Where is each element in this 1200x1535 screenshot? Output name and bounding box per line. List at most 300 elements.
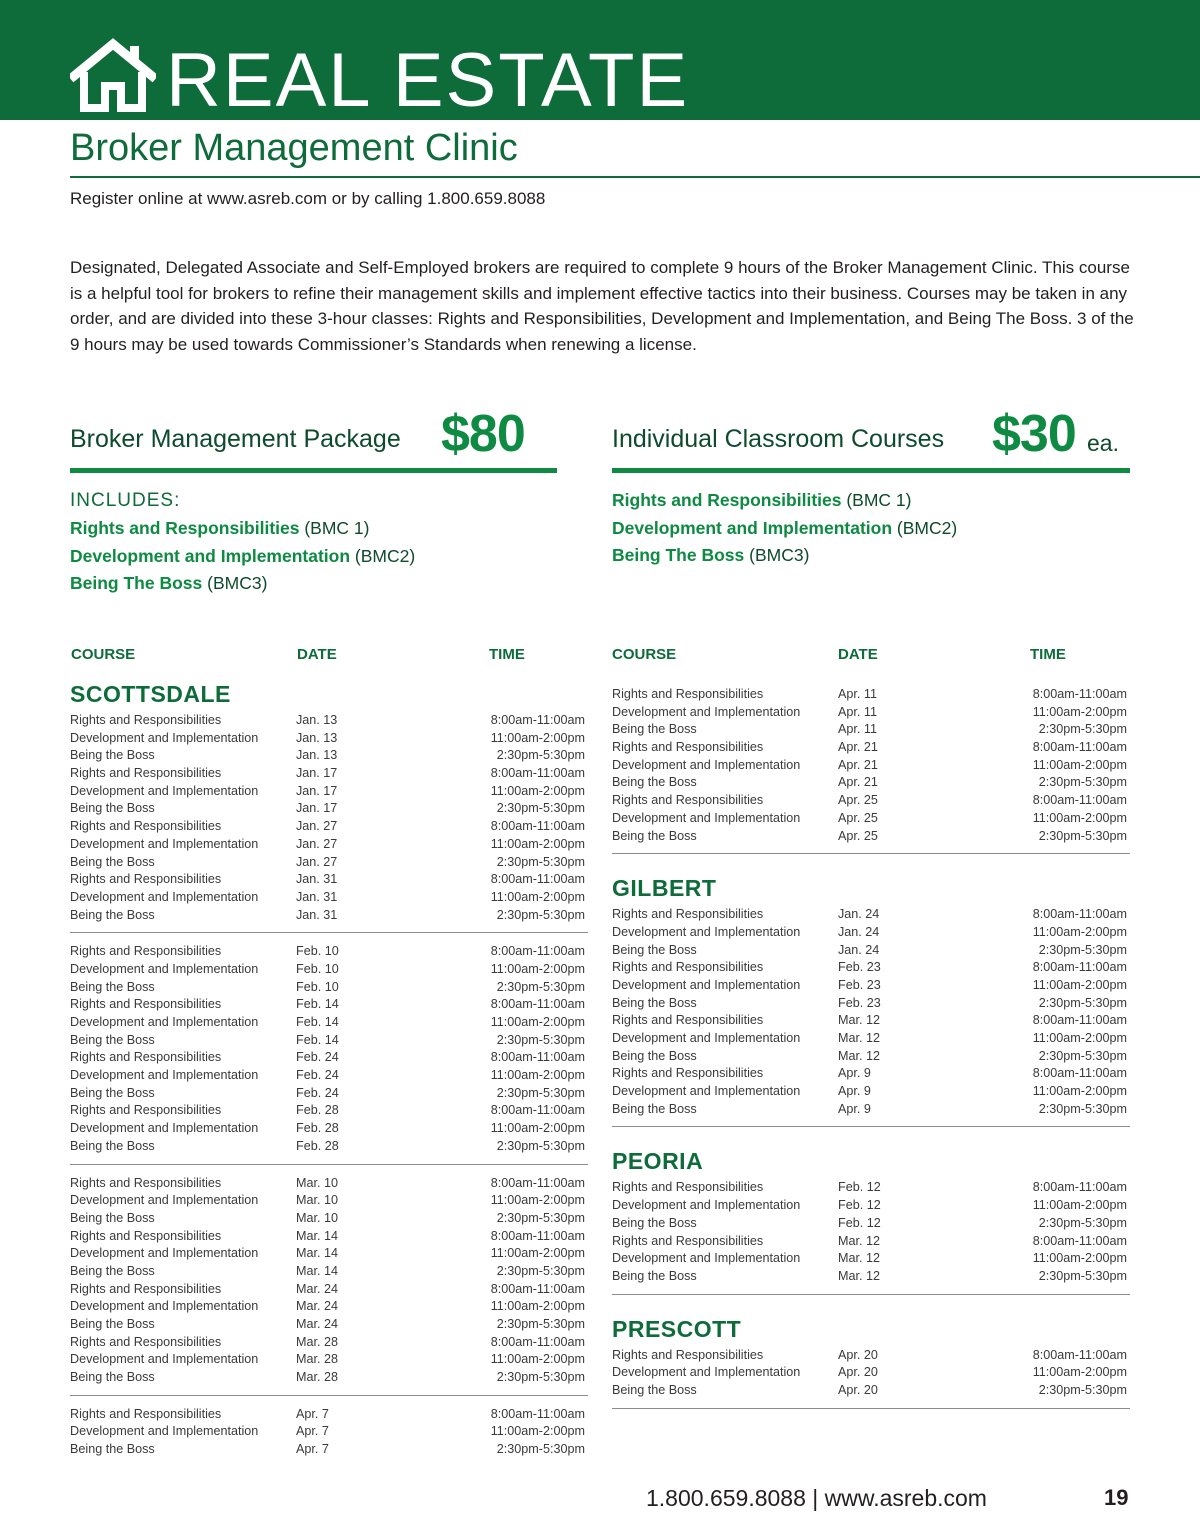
date-cell: Apr. 11	[838, 722, 877, 737]
time-cell: 11:00am-2:00pm	[490, 1193, 585, 1208]
time-cell: 11:00am-2:00pm	[490, 1352, 585, 1367]
section-divider	[70, 932, 588, 933]
time-cell: 2:30pm-5:30pm	[496, 748, 585, 763]
course-cell: Being the Boss	[70, 979, 155, 994]
time-cell: 8:00am-11:00am	[490, 1334, 585, 1349]
table-row	[612, 1347, 1130, 1365]
time-cell: 11:00am-2:00pm	[1032, 977, 1127, 992]
table-row	[612, 1065, 1130, 1083]
date-cell: Apr. 25	[838, 810, 878, 825]
section-divider	[70, 1164, 588, 1165]
time-cell: 8:00am-11:00am	[490, 1281, 585, 1296]
date-cell: Apr. 25	[838, 828, 878, 843]
course-cell: Rights and Responsibilities	[70, 997, 222, 1012]
course-cell: Being the Boss	[70, 1032, 155, 1047]
date-cell: Jan. 17	[296, 766, 338, 781]
table-row	[612, 1197, 1130, 1215]
course-cell: Being the Boss	[612, 1268, 697, 1283]
date-cell: Mar. 12	[838, 1013, 880, 1028]
date-cell: Jan. 24	[838, 942, 880, 957]
course-cell: Rights and Responsibilities	[612, 740, 764, 755]
date-cell: Mar. 14	[296, 1263, 338, 1278]
course-cell: Rights and Responsibilities	[70, 1406, 222, 1421]
date-cell: Mar. 24	[296, 1299, 338, 1314]
time-cell: 8:00am-11:00am	[490, 1228, 585, 1243]
banner-title: REAL ESTATE	[166, 38, 690, 123]
course-cell: Development and Implementation	[612, 924, 801, 939]
course-cell: Development and Implementation	[70, 730, 259, 745]
course-cell: Being the Boss	[70, 1317, 155, 1331]
table-row	[70, 1423, 588, 1441]
course-cell: Development and Implementation	[70, 961, 259, 976]
table-row	[70, 712, 588, 730]
date-cell: Mar. 10	[296, 1210, 338, 1225]
left-header-date: DATE	[297, 646, 337, 663]
course-cell: Rights and Responsibilities	[70, 1103, 222, 1118]
date-cell: Mar. 12	[838, 1031, 880, 1045]
date-cell: Mar. 12	[838, 1048, 880, 1063]
time-cell: 2:30pm-5:30pm	[1038, 722, 1127, 737]
table-row	[612, 704, 1130, 722]
time-cell: 8:00am-11:00am	[1032, 1013, 1127, 1028]
date-cell: Mar. 28	[296, 1370, 338, 1385]
table-row	[612, 1012, 1130, 1030]
course-cell: Rights and Responsibilities	[612, 1347, 764, 1362]
time-cell: 11:00am-2:00pm	[1032, 1251, 1127, 1266]
table-row	[70, 818, 588, 836]
table-row	[612, 739, 1130, 757]
table-row	[70, 1369, 588, 1387]
left-header-course: COURSE	[71, 646, 136, 663]
course-cell: Development and Implementation	[612, 1251, 801, 1266]
date-cell: Feb. 14	[296, 997, 339, 1012]
individual-price-suffix: ea.	[1087, 430, 1119, 456]
course-cell: Rights and Responsibilities	[612, 793, 764, 808]
table-row	[612, 995, 1130, 1013]
date-cell: Jan. 27	[296, 854, 338, 869]
time-cell: 8:00am-11:00am	[490, 872, 585, 887]
course-cell: Development and Implementation	[70, 889, 259, 904]
course-cell: Being the Boss	[70, 1370, 155, 1385]
section-divider	[612, 1126, 1130, 1127]
date-cell: Feb. 28	[296, 1103, 339, 1118]
table-row	[612, 906, 1130, 924]
course-cell: Rights and Responsibilities	[70, 1050, 222, 1065]
time-cell: 11:00am-2:00pm	[490, 730, 585, 745]
table-row	[70, 783, 588, 801]
time-cell: 8:00am-11:00am	[1032, 907, 1127, 922]
location-title: PEORIA	[612, 1148, 704, 1175]
time-cell: 2:30pm-5:30pm	[1038, 1048, 1127, 1063]
course-cell: Rights and Responsibilities	[70, 1175, 222, 1190]
date-cell: Feb. 28	[296, 1138, 339, 1153]
time-cell: 8:00am-11:00am	[1032, 960, 1127, 975]
date-cell: Feb. 24	[296, 1085, 339, 1100]
date-cell: Apr. 21	[838, 775, 878, 790]
table-row	[70, 1406, 588, 1424]
date-cell: Mar. 12	[838, 1251, 880, 1266]
date-cell: Feb. 23	[838, 995, 881, 1010]
course-cell: Rights and Responsibilities	[612, 1013, 764, 1028]
course-cell: Being the Boss	[612, 995, 697, 1010]
course-cell: Being the Boss	[70, 748, 155, 763]
course-cell: Being the Boss	[612, 942, 697, 957]
time-cell: 11:00am-2:00pm	[490, 1299, 585, 1314]
course-cell: Rights and Responsibilities	[612, 907, 764, 922]
course-cell: Rights and Responsibilities	[612, 687, 764, 701]
table-row	[612, 977, 1130, 995]
table-row	[70, 979, 588, 997]
course-cell: Being the Boss	[612, 722, 697, 737]
time-cell: 8:00am-11:00am	[490, 1103, 585, 1118]
date-cell: Apr. 11	[838, 687, 877, 701]
time-cell: 8:00am-11:00am	[490, 944, 585, 959]
time-cell: 11:00am-2:00pm	[1032, 1365, 1127, 1380]
time-cell: 8:00am-11:00am	[490, 819, 585, 834]
location-title: PRESCOTT	[612, 1315, 742, 1342]
date-cell: Jan. 24	[838, 924, 880, 939]
course-cell: Rights and Responsibilities	[70, 713, 222, 727]
date-cell: Jan. 31	[296, 907, 338, 922]
package-divider	[70, 468, 557, 473]
course-cell: Being the Boss	[70, 801, 155, 816]
table-row	[612, 1250, 1130, 1268]
course-cell: Rights and Responsibilities	[612, 1180, 764, 1195]
table-row	[70, 889, 588, 907]
time-cell: 2:30pm-5:30pm	[496, 1317, 585, 1331]
table-row	[612, 1382, 1130, 1400]
table-row	[70, 1351, 588, 1369]
date-cell: Jan. 24	[838, 907, 880, 922]
list-item: Rights and Responsibilities (BMC 1)	[70, 518, 370, 538]
date-cell: Feb. 24	[296, 1068, 339, 1083]
time-cell: 11:00am-2:00pm	[490, 961, 585, 976]
course-cell: Being the Boss	[70, 854, 155, 869]
table-row	[612, 1215, 1130, 1233]
course-cell: Rights and Responsibilities	[70, 1228, 222, 1243]
date-cell: Apr. 7	[296, 1406, 329, 1421]
course-cell: Development and Implementation	[70, 1352, 259, 1367]
table-row	[70, 747, 588, 765]
time-cell: 11:00am-2:00pm	[490, 889, 585, 904]
course-cell: Being the Boss	[70, 1085, 155, 1100]
time-cell: 2:30pm-5:30pm	[496, 1442, 585, 1457]
package-price: $80	[441, 405, 525, 463]
time-cell: 8:00am-11:00am	[1032, 793, 1127, 808]
house-icon	[70, 38, 156, 112]
table-row	[70, 1245, 588, 1263]
time-cell: 2:30pm-5:30pm	[1038, 1382, 1127, 1397]
date-cell: Mar. 12	[838, 1268, 880, 1283]
package-course-list	[70, 515, 415, 598]
date-cell: Apr. 20	[838, 1382, 878, 1397]
table-row	[70, 730, 588, 748]
subtitle-divider	[70, 176, 1200, 178]
time-cell: 8:00am-11:00am	[490, 713, 585, 727]
table-row	[612, 828, 1130, 846]
course-cell: Being the Boss	[612, 775, 697, 790]
date-cell: Apr. 21	[838, 740, 878, 755]
time-cell: 2:30pm-5:30pm	[496, 1370, 585, 1385]
table-row	[70, 1316, 588, 1334]
right-header-date: DATE	[838, 646, 878, 663]
date-cell: Feb. 10	[296, 961, 339, 976]
page-number: 19	[1104, 1485, 1129, 1510]
individual-title: Individual Classroom Courses	[612, 425, 945, 453]
table-row	[70, 1334, 588, 1352]
time-cell: 11:00am-2:00pm	[1032, 1198, 1127, 1213]
date-cell: Mar. 24	[296, 1317, 338, 1331]
time-cell: 2:30pm-5:30pm	[496, 1085, 585, 1100]
course-cell: Being the Boss	[70, 1263, 155, 1278]
includes-label: INCLUDES:	[70, 490, 181, 511]
table-row	[70, 836, 588, 854]
time-cell: 11:00am-2:00pm	[490, 1121, 585, 1136]
date-cell: Feb. 10	[296, 979, 339, 994]
time-cell: 2:30pm-5:30pm	[1038, 995, 1127, 1010]
section-divider	[70, 1395, 588, 1396]
table-row	[70, 854, 588, 872]
course-cell: Rights and Responsibilities	[70, 944, 222, 959]
date-cell: Apr. 7	[296, 1442, 329, 1457]
course-cell: Being the Boss	[70, 907, 155, 922]
time-cell: 8:00am-11:00am	[490, 997, 585, 1012]
table-row	[70, 1281, 588, 1299]
table-row	[70, 800, 588, 818]
course-cell: Development and Implementation	[612, 1084, 801, 1099]
table-row	[612, 1364, 1130, 1382]
location-title: GILBERT	[612, 875, 717, 902]
table-row	[70, 1228, 588, 1246]
table-row	[70, 1192, 588, 1210]
table-row	[70, 1441, 588, 1459]
table-row	[70, 961, 588, 979]
time-cell: 8:00am-11:00am	[1032, 740, 1127, 755]
time-cell: 2:30pm-5:30pm	[1038, 942, 1127, 957]
date-cell: Apr. 9	[838, 1101, 871, 1116]
time-cell: 2:30pm-5:30pm	[1038, 775, 1127, 790]
list-item: Being The Boss (BMC3)	[70, 573, 268, 593]
course-cell: Being the Boss	[612, 1048, 697, 1063]
table-row	[612, 721, 1130, 739]
time-cell: 11:00am-2:00pm	[490, 783, 585, 798]
time-cell: 2:30pm-5:30pm	[496, 1032, 585, 1047]
time-cell: 11:00am-2:00pm	[490, 1015, 585, 1029]
course-cell: Development and Implementation	[70, 1015, 259, 1029]
course-cell: Being the Boss	[612, 828, 697, 843]
time-cell: 8:00am-11:00am	[1032, 687, 1127, 701]
table-row	[70, 1138, 588, 1156]
table-row	[70, 1102, 588, 1120]
date-cell: Jan. 13	[296, 713, 338, 727]
time-cell: 11:00am-2:00pm	[490, 1246, 585, 1261]
time-cell: 11:00am-2:00pm	[490, 1068, 585, 1083]
table-row	[70, 1263, 588, 1281]
course-cell: Rights and Responsibilities	[612, 1066, 764, 1081]
list-item: Development and Implementation (BMC2)	[612, 517, 958, 538]
time-cell: 11:00am-2:00pm	[1032, 757, 1127, 772]
course-cell: Development and Implementation	[612, 810, 801, 825]
course-cell: Development and Implementation	[612, 704, 801, 719]
time-cell: 8:00am-11:00am	[1032, 1180, 1127, 1195]
date-cell: Feb. 10	[296, 944, 339, 959]
time-cell: 8:00am-11:00am	[490, 1406, 585, 1421]
time-cell: 11:00am-2:00pm	[490, 1424, 585, 1439]
date-cell: Jan. 17	[296, 783, 338, 798]
location-title: SCOTTSDALE	[70, 681, 231, 707]
course-cell: Development and Implementation	[70, 783, 259, 798]
course-cell: Development and Implementation	[612, 1198, 801, 1213]
date-cell: Mar. 24	[296, 1281, 338, 1296]
package-title: Broker Management Package	[70, 425, 401, 453]
course-cell: Rights and Responsibilities	[70, 1281, 222, 1296]
date-cell: Mar. 28	[296, 1352, 338, 1367]
table-row	[612, 924, 1130, 942]
date-cell: Feb. 23	[838, 960, 881, 975]
time-cell: 2:30pm-5:30pm	[496, 1210, 585, 1225]
table-row	[612, 1030, 1130, 1048]
section-divider	[612, 1294, 1130, 1295]
course-cell: Rights and Responsibilities	[612, 1233, 764, 1248]
table-row	[612, 1268, 1130, 1286]
time-cell: 11:00am-2:00pm	[1032, 810, 1127, 825]
page-subtitle: Broker Management Clinic	[70, 127, 518, 169]
list-item: Development and Implementation (BMC2)	[70, 545, 416, 566]
table-row	[70, 1210, 588, 1228]
list-item: Being The Boss (BMC3)	[612, 545, 810, 565]
time-cell: 2:30pm-5:30pm	[496, 1263, 585, 1278]
date-cell: Jan. 31	[296, 889, 338, 904]
table-row	[612, 1233, 1130, 1251]
date-cell: Jan. 31	[296, 872, 338, 887]
time-cell: 2:30pm-5:30pm	[496, 801, 585, 816]
time-cell: 11:00am-2:00pm	[490, 836, 585, 851]
course-cell: Being the Boss	[70, 1442, 155, 1457]
course-cell: Being the Boss	[612, 1215, 697, 1230]
table-row	[70, 1120, 588, 1138]
course-cell: Development and Implementation	[70, 1121, 259, 1136]
table-row	[612, 1048, 1130, 1066]
date-cell: Mar. 14	[296, 1228, 338, 1243]
table-row	[612, 1179, 1130, 1197]
date-cell: Mar. 12	[838, 1233, 880, 1248]
date-cell: Apr. 9	[838, 1084, 871, 1099]
time-cell: 2:30pm-5:30pm	[496, 1138, 585, 1153]
course-cell: Rights and Responsibilities	[70, 766, 222, 781]
date-cell: Apr. 9	[838, 1066, 871, 1081]
table-row	[612, 959, 1130, 977]
course-cell: Development and Implementation	[612, 1365, 801, 1380]
individual-course-list	[612, 487, 957, 570]
table-row	[70, 765, 588, 783]
date-cell: Apr. 20	[838, 1365, 878, 1380]
table-row	[70, 1085, 588, 1103]
table-row	[612, 810, 1130, 828]
table-row	[70, 1032, 588, 1050]
date-cell: Apr. 11	[838, 704, 877, 719]
date-cell: Feb. 12	[838, 1215, 881, 1230]
time-cell: 11:00am-2:00pm	[1032, 1084, 1127, 1099]
section-divider	[612, 1408, 1130, 1409]
table-row	[70, 871, 588, 889]
table-row	[70, 1175, 588, 1193]
time-cell: 2:30pm-5:30pm	[496, 854, 585, 869]
time-cell: 8:00am-11:00am	[490, 766, 585, 781]
table-row	[70, 943, 588, 961]
table-row	[70, 1049, 588, 1067]
time-cell: 8:00am-11:00am	[1032, 1347, 1127, 1362]
section-divider	[612, 853, 1130, 854]
table-row	[70, 1298, 588, 1316]
individual-divider	[612, 468, 1130, 473]
course-description: Designated, Delegated Associate and Self-Employed brokers are required to complete 9 hours of the Broker Management Clinic. This course is a helpful tool for brokers to refine their management skills and implement effective tactics into their business. Courses may be taken in any order, and are divided into these 3-hour classes: Rights and Responsibilities, Development and Implementation, and Being The Boss. 3 of the 9 hours may be used towards Commissioner’s Standards when renewing a license.	[70, 258, 1134, 354]
date-cell: Jan. 17	[296, 801, 338, 816]
table-row	[612, 774, 1130, 792]
course-cell: Being the Boss	[612, 1382, 697, 1397]
date-cell: Jan. 27	[296, 836, 338, 851]
date-cell: Mar. 28	[296, 1334, 338, 1349]
date-cell: Feb. 28	[296, 1121, 339, 1136]
list-item: Rights and Responsibilities (BMC 1)	[612, 490, 912, 510]
left-header-time: TIME	[489, 646, 525, 663]
table-row	[612, 792, 1130, 810]
course-cell: Rights and Responsibilities	[70, 819, 222, 834]
course-cell: Development and Implementation	[70, 836, 259, 851]
course-cell: Development and Implementation	[70, 1193, 259, 1208]
course-cell: Development and Implementation	[70, 1246, 259, 1261]
table-row	[612, 686, 1130, 704]
time-cell: 2:30pm-5:30pm	[1038, 828, 1127, 843]
time-cell: 2:30pm-5:30pm	[1038, 1215, 1127, 1230]
table-row	[612, 942, 1130, 960]
course-cell: Development and Implementation	[612, 757, 801, 772]
course-cell: Development and Implementation	[612, 1031, 801, 1045]
course-cell: Development and Implementation	[70, 1299, 259, 1314]
date-cell: Apr. 25	[838, 793, 878, 808]
course-cell: Rights and Responsibilities	[70, 1334, 222, 1349]
time-cell: 2:30pm-5:30pm	[1038, 1101, 1127, 1116]
course-cell: Being the Boss	[612, 1101, 697, 1116]
schedule-right-column	[612, 686, 1130, 1409]
table-row	[70, 1067, 588, 1085]
date-cell: Mar. 10	[296, 1175, 338, 1190]
table-row	[70, 1014, 588, 1032]
date-cell: Apr. 7	[296, 1424, 329, 1439]
time-cell: 2:30pm-5:30pm	[496, 979, 585, 994]
time-cell: 8:00am-11:00am	[1032, 1066, 1127, 1081]
date-cell: Feb. 24	[296, 1050, 339, 1065]
date-cell: Feb. 14	[296, 1015, 339, 1029]
table-row	[612, 1083, 1130, 1101]
time-cell: 8:00am-11:00am	[490, 1175, 585, 1190]
right-header-time: TIME	[1030, 646, 1066, 663]
right-header-course: COURSE	[612, 646, 677, 663]
schedule-left-column	[70, 678, 588, 1459]
date-cell: Mar. 14	[296, 1246, 338, 1261]
table-row	[70, 996, 588, 1014]
time-cell: 8:00am-11:00am	[1032, 1233, 1127, 1248]
time-cell: 11:00am-2:00pm	[1032, 924, 1127, 939]
time-cell: 11:00am-2:00pm	[1032, 1031, 1127, 1045]
date-cell: Feb. 23	[838, 977, 881, 992]
date-cell: Apr. 20	[838, 1347, 878, 1362]
course-cell: Being the Boss	[70, 1138, 155, 1153]
time-cell: 2:30pm-5:30pm	[1038, 1268, 1127, 1283]
table-row	[70, 907, 588, 925]
date-cell: Jan. 13	[296, 730, 338, 745]
course-cell: Development and Implementation	[70, 1424, 259, 1439]
course-cell: Being the Boss	[70, 1210, 155, 1225]
